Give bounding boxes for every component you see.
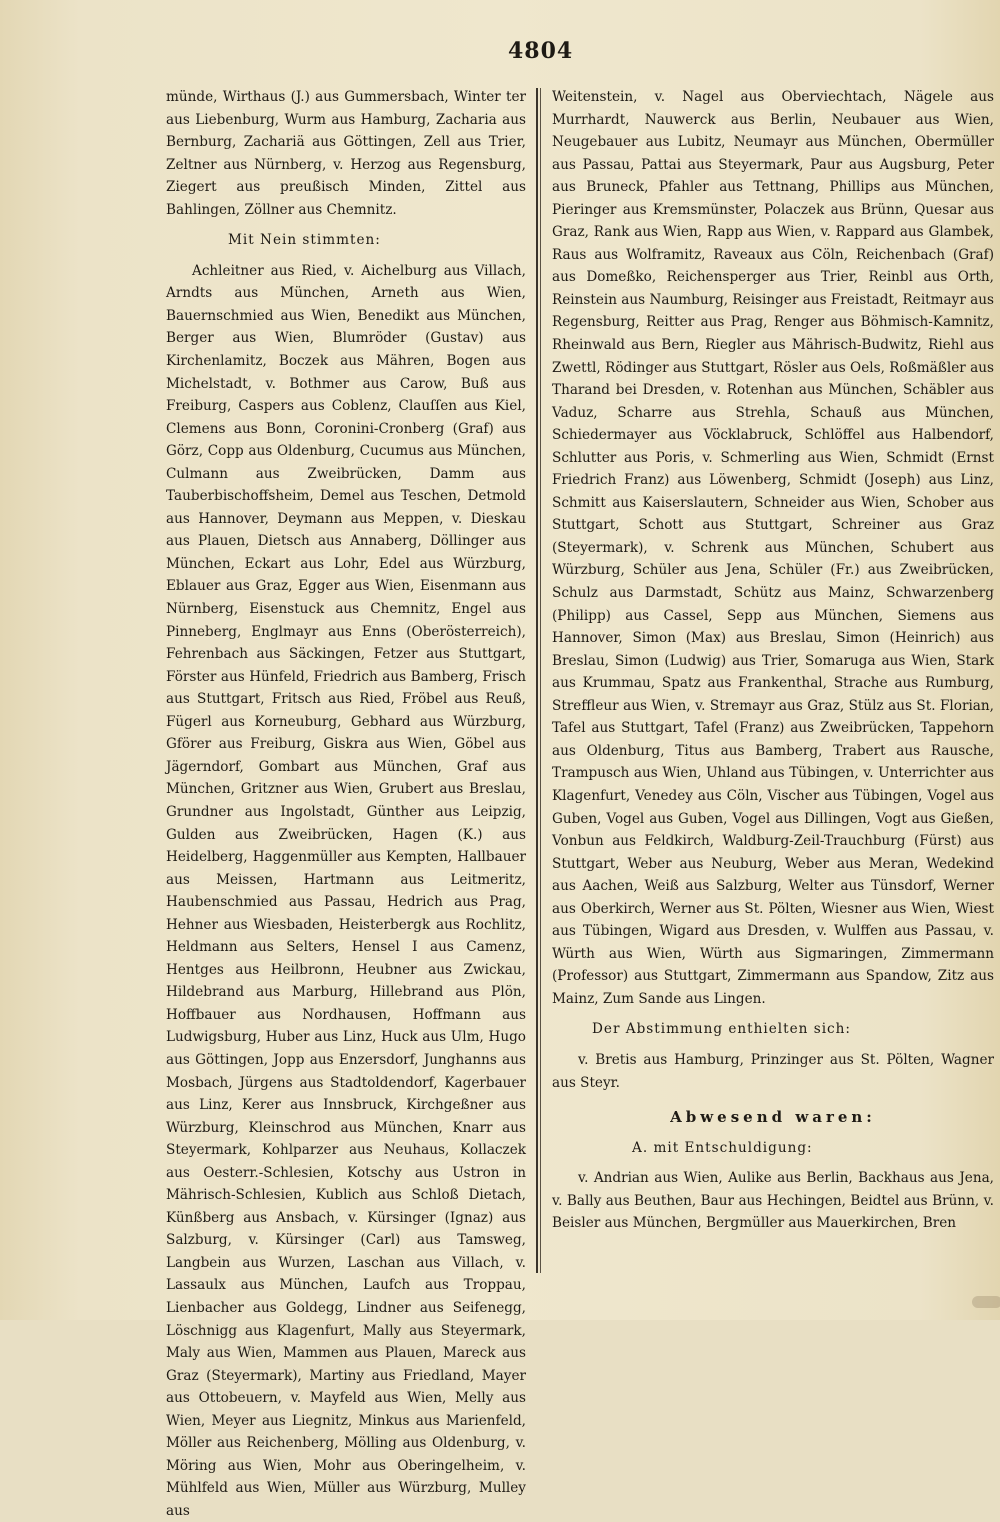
heading-voted-no: Mit Nein stimmten:	[228, 232, 381, 249]
heading-absent: Abwesend waren:	[670, 1108, 876, 1127]
paragraph-excused: v. Andrian aus Wien, Aulike aus Berlin, Backhaus aus Jena, v. Bally aus Beuthen, Baur aus Hechingen, Beidtel aus Brünn, v. Beisler aus München, Bergmüller aus Mauerkirchen, Bren	[552, 1170, 994, 1232]
right-paragraph-no-voters: Weitenstein, v. Nagel aus Oberviechtach, Nägele aus Murrhardt, Nauwerck aus Berlin, Neubauer aus Wien, Neugebauer aus Lubitz, Neumayr aus München, Obermüller aus Passau, Pattai aus Steyermark, Paur aus Augsburg, Peter aus Bruneck, Pfahler aus Tettnang, Phillips aus München, Pieringer aus Kremsmünster, Polaczek aus Brünn, Quesar aus Graz, Rank aus Wien, Rapp aus Wien, v. Rappard aus Glambek, Raus aus Wolframitz, Raveaux aus Cöln, Reichenbach (Graf) aus Domeßko, Reichensperger aus Trier, Reinbl aus Orth, Reinstein aus Naumburg, Reisinger aus Freistadt, Reitmayr aus Regensburg, Reitter aus Prag, Renger aus Böhmisch-Kamnitz, Rheinwald aus Bern, Riegler aus Mährisch-Budwitz, Riehl aus Zwettl, Rödinger aus Stuttgart, Rösler aus Oels, Roßmäßler aus Tharand bei Dresden, v. Rotenhan aus München, Schäbler aus Vaduz, Scharre aus Strehla, Schauß aus München, Schiedermayer aus Vöcklabruck, Schlöffel aus Halbendorf, Schlutter aus Poris, v. Schmerling aus Wien, Schmidt (Ernst Friedrich Franz) aus Löwenberg, Schmidt (Joseph) aus Linz, Schmitt aus Kaiserslautern, Schneider aus Wien, Schober aus Stuttgart, Schott aus Stuttgart, Schreiner aus Graz (Steyermark), v. Schrenk aus München, Schubert aus Würzburg, Schüler aus Jena, Schüler (Fr.) aus Zweibrücken, Schulz aus Darmstadt, Schütz aus Mainz, Schwarzenberg (Philipp) aus Cassel, Sepp aus München, Siemens aus Hannover, Simon (Max) aus Breslau, Simon (Heinrich) aus Breslau, Simon (Ludwig) aus Trier, Somaruga aus Wien, Stark aus Krummau, Spatz aus Frankenthal, Strache aus Rumburg, Streffleur aus Wien, v. Stremayr aus Graz, Stülz aus St. Florian, Tafel aus Stuttgart, Tafel (Franz) aus Zweibrücken, Tappehorn aus Oldenburg, Titus aus Bamberg, Trabert aus Rausche, Trampusch aus Wien, Uhland aus Tübingen, v. Unterrichter aus Klagenfurt, Venedey aus Cöln, Vischer aus Tübingen, Vogel aus Guben, Vogel aus Guben, Vogel aus Dillingen, Vogt aus Gießen, Vonbun aus Feldkirch, Waldburg-Zeil-Trauchburg (Fürst) aus Stuttgart, Weber aus Neuburg, Weber aus Meran, Wedekind aus Aachen, Weiß aus Salzburg, Welter aus Tünsdorf, Werner aus Oberkirch, Werner aus St. Pölten, Wiesner aus Wien, Wiest aus Tübingen, Wigard aus Dresden, v. Wulffen aus Passau, v. Würth aus Wien, Würth aus Sigmaringen, Zimmermann (Professor) aus Stuttgart, Zimmermann aus Spandow, Zitz aus Mainz, Zum Sande aus Lingen.	[552, 89, 994, 1007]
heading-abstained: Der Abstimmung enthielten sich:	[592, 1021, 851, 1038]
paragraph-abstained: v. Bretis aus Hamburg, Prinzinger aus St. Pölten, Wagner aus Steyr.	[552, 1051, 994, 1091]
left-paragraph-continuation: münde, Wirthaus (J.) aus Gummersbach, Winter ter aus Liebenburg, Wurm aus Hamburg, Zacharia aus Bernburg, Zachariä aus Göttingen, Zell aus Trier, Zeltner aus Nürnberg, v. Herzog aus Regensburg, Ziegert aus preußisch Minden, Zittel aus Bahlingen, Zöllner aus Chemnitz.	[166, 89, 526, 218]
left-paragraph-no-voters: Achleitner aus Ried, v. Aichelburg aus Villach, Arndts aus München, Arneth aus Wien, Bauernschmied aus Wien, Benedikt aus München, Berger aus Wien, Blumröder (Gustav) aus Kirchenlamitz, Boczek aus Mähren, Bogen aus Michelstadt, v. Bothmer aus Carow, Buß aus Freiburg, Caspers aus Coblenz, Clauſſen aus Kiel, Clemens aus Bonn, Coronini-Cronberg (Graf) aus Görz, Copp aus Oldenburg, Cucumus aus München, Culmann aus Zweibrücken, Damm aus Tauberbischoffsheim, Demel aus Teschen, Detmold aus Hannover, Deymann aus Meppen, v. Dieskau aus Plauen, Dietsch aus Annaberg, Döllinger aus München, Eckart aus Lohr, Edel aus Würzburg, Eblauer aus Graz, Egger aus Wien, Eisenmann aus Nürnberg, Eisenstuck aus Chemnitz, Engel aus Pinneberg, Englmayr aus Enns (Oberösterreich), Fehrenbach aus Säckingen, Fetzer aus Stuttgart, Förster aus Hünfeld, Friedrich aus Bamberg, Frisch aus Stuttgart, Fritsch aus Ried, Fröbel aus Reuß, Fügerl aus Korneuburg, Gebhard aus Würzburg, Gförer aus Freiburg, Giskra aus Wien, Göbel aus Jägerndorf, Gombart aus München, Graf aus München, Gritzner aus Wien, Grubert aus Breslau, Grundner aus Ingolstadt, Günther aus Leipzig, Gulden aus Zweibrücken, Hagen (K.) aus Heidelberg, Haggenmüller aus Kempten, Hallbauer aus Meissen, Hartmann aus Leitmeritz, Haubenschmied aus Passau, Hedrich aus Prag, Hehner aus Wiesbaden, Heisterbergk aus Rochlitz, Heldmann aus Selters, Hensel I aus Camenz, Hentges aus Heilbronn, Heubner aus Zwickau, Hildebrand aus Marburg, Hillebrand aus Plön, Hoffbauer aus Nordhausen, Hoffmann aus Ludwigsburg, Huber aus Linz, Huck aus Ulm, Hugo aus Göttingen, Jopp aus Enzersdorf, Junghanns aus Mosbach, Jürgens aus Stadtoldendorf, Kagerbauer aus Linz, Kerer aus Innsbruck, Kirchgeßner aus Würzburg, Kleinschrod aus München, Knarr aus Steyermark, Kohlparzer aus Neuhaus, Kollaczek aus Oesterr.-Schlesien, Kotschy aus Ustron in Mährisch-Schlesien, Kublich aus Schloß Dietach, Künßberg aus Ansbach, v. Kürsinger (Ignaz) aus Salzburg, v. Kürsinger (Carl) aus Tamsweg, Langbein aus Wurzen, Laschan aus Villach, v. Lassaulx aus München, Laufch aus Troppau, Lienbacher aus Goldegg, Lindner aus Seifenegg, Löschnigg aus Klagenfurt, Mally aus Steyermark, Maly aus Wien, Mammen aus Plauen, Mareck aus Graz (Steyermark), Martiny aus Friedland, Mayer aus Ottobeuern, v. Mayfeld aus Wien, Melly aus Wien, Meyer aus Liegnitz, Minkus aus Marienfeld, Möller aus Reichenberg, Mölling aus Oldenburg, v. Möring aus Wien, Mohr aus Oberingelheim, v. Mühlfeld aus Wien, Müller aus Würzburg, Mulley aus	[166, 262, 526, 1519]
ink-smudge	[972, 1296, 1000, 1308]
page-number: 4804	[508, 38, 574, 64]
column-divider	[536, 88, 538, 1273]
heading-excused: A. mit Entschuldigung:	[632, 1139, 813, 1156]
left-column	[166, 86, 526, 1522]
column-divider-inner	[540, 88, 541, 1273]
right-column	[552, 86, 994, 1235]
